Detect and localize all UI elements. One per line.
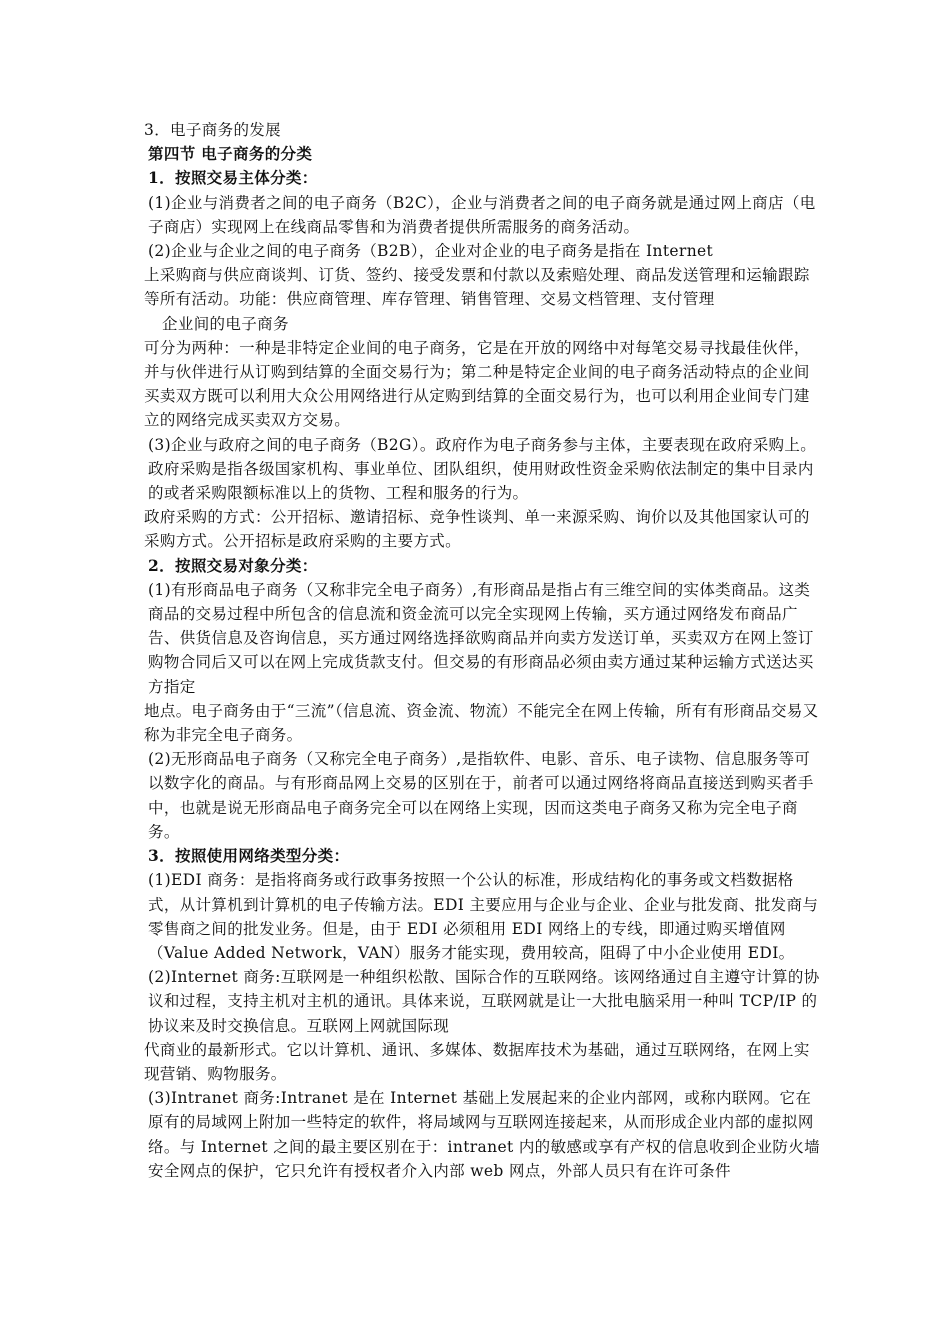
paragraph: 可分为两种：一种是非特定企业间的电子商务，它是在开放的网络中对每笔交易寻找最佳伙伴，并与伙伴进行从订购到结算的全面交易行为；第二种是特定企业间的电子商务活动特点的企业间买卖双方既可以利用大众公用网络进行从定购到结算的全面交易行为，也可以利用企业间专门建立的网络完成买卖双方交易。 xyxy=(144,338,810,430)
paragraph: 上采购商与供应商谈判、订货、签约、接受发票和付款以及索赔处理、商品发送管理和运输跟踪等所有活动。功能：供应商管理、库存管理、销售管理、交易文档管理、支付管理 xyxy=(144,266,810,309)
subheading: 3．按照使用网络类型分类： xyxy=(148,846,350,866)
paragraph: (1)EDI 商务：是指将商务或行政事务按照一个公认的标准，形成结构化的事务或文档数据格式，从计算机到计算机的电子传输方法。EDI 主要应用与企业与企业、企业与批发商、批发商与零售商之间的批发业务。但是，由于 EDI 必须租用 EDI 网络上的专线，即通过购买增值网（Value Added Network，VAN）服务才能实现，费用较高，阻碍了中小企业使用 EDI。 (2)Internet 商务:互联网是一种组织松散、国际合作的互联网络。该网络通过自主遵守计算的协议和过程，支持主机对主机的通讯。具体来说，互联网就是让一大批电脑采用一种叫 TCP/IP 的协议来及时交换信息。互联网上网就国际现 xyxy=(148,871,820,1035)
paragraph: (3)企业与政府之间的电子商务（B2G）。政府作为电子商务参与主体，主要表现在政府采购上。政府采购是指各级国家机构、事业单位、团队组织，使用财政性资金采购依法制定的集中目录内的或者采购限额标准以上的货物、工程和服务的行为。 xyxy=(148,435,817,503)
paragraph: 政府采购的方式：公开招标、邀请招标、竞争性谈判、单一来源采购、询价以及其他国家认可的采购方式。公开招标是政府采购的主要方式。 xyxy=(144,508,810,551)
paragraph: 代商业的最新形式。它以计算机、通讯、多媒体、数据库技术为基础，通过互联网络，在网上实现营销、购物服务。 xyxy=(144,1040,810,1083)
document-page xyxy=(144,118,824,1183)
paragraph: (2)无形商品电子商务（又称完全电子商务）,是指软件、电影、音乐、电子读物、信息服务等可以数字化的商品。与有形商品网上交易的区别在于，前者可以通过网络将商品直接送到购买者手中，也就是说无形商品电子商务完全可以在网络上实现，因而这类电子商务又称为完全电子商务。 xyxy=(148,750,814,841)
paragraph: 地点。电子商务由于“三流”（信息流、资金流、物流）不能完全在网上传输，所有有形商品交易又称为非完全电子商务。 xyxy=(144,701,819,745)
paragraph: 3．电子商务的发展 xyxy=(144,121,282,139)
paragraph: (1)有形商品电子商务（又称非完全电子商务）,有形商品是指占有三维空间的实体类商品。这类商品的交易过程中所包含的信息流和资金流可以完全实现网上传输，买方通过网络发布商品广告、供货信息及咨询信息，买方通过网络选择欲购商品并向卖方发送订单，买卖双方在网上签订购物合同后又可以在网上完成货款支付。但交易的有形商品必须由卖方通过某种运输方式送达买方指定 xyxy=(148,580,814,696)
subheading: 2．按照交易对象分类： xyxy=(148,555,318,575)
subheading: 1．按照交易主体分类： xyxy=(148,168,318,188)
section-heading: 第四节 电子商务的分类 xyxy=(148,144,313,164)
paragraph: 企业间的电子商务 xyxy=(162,314,289,333)
paragraph: (3)Intranet 商务:Intranet 是在 Internet 基础上发展起来的企业内部网，或称内联网。它在原有的局域网上附加一些特定的软件，将局域网与互联网连接起来，从而形成企业内部的虚拟网络。与 Internet 之间的最主要区别在于：intranet 内的敏感或享有产权的信息收到企业防火墙安全网点的保护，它只允许有授权者介入内部 web 网点，外部人员只有在许可条件 xyxy=(148,1089,820,1180)
paragraph: (2)企业与企业之间的电子商务（B2B），企业对企业的电子商务是指在 Internet xyxy=(148,242,714,261)
paragraph: (1)企业与消费者之间的电子商务（B2C），企业与消费者之间的电子商务就是通过网上商店（电子商店）实现网上在线商品零售和为消费者提供所需服务的商务活动。 xyxy=(148,193,816,236)
